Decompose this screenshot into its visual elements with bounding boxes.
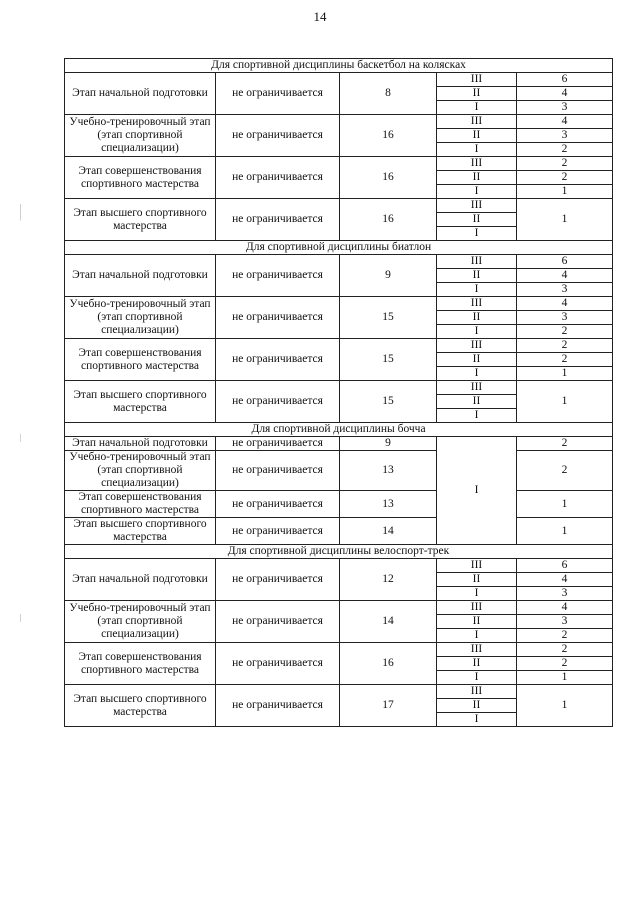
- value-cell: 3: [517, 587, 613, 601]
- value-cell: 6: [517, 73, 613, 87]
- level-cell: III: [437, 157, 517, 171]
- count-cell: 13: [340, 451, 437, 491]
- section-header-row: [65, 545, 613, 559]
- page-number: 14: [313, 9, 327, 24]
- value-cell: 6: [517, 559, 613, 573]
- value-cell: 3: [517, 615, 613, 629]
- level-cell: III: [437, 339, 517, 353]
- table-row: [65, 255, 613, 269]
- value-cell: 3: [517, 311, 613, 325]
- table-row: [65, 518, 613, 545]
- count-cell: 16: [340, 643, 437, 685]
- level-cell: I: [437, 227, 517, 241]
- table-row: [65, 643, 613, 657]
- stage-cell: Этап начальной подготовки: [65, 255, 216, 297]
- value-cell: 2: [517, 339, 613, 353]
- table-row: [65, 297, 613, 311]
- stage-cell: Этап высшего спортивного мастерства: [65, 685, 216, 727]
- count-cell: 9: [340, 437, 437, 451]
- value-cell: 1: [517, 185, 613, 199]
- level-cell: III: [437, 559, 517, 573]
- level-cell: II: [437, 171, 517, 185]
- table-row: [65, 73, 613, 87]
- stage-cell: Учебно-тренировочный этап (этап спортивной специализации): [65, 297, 216, 339]
- scan-artifact-line: [20, 40, 21, 860]
- table-row: [65, 491, 613, 518]
- value-cell: 2: [517, 325, 613, 339]
- level-cell: I: [437, 713, 517, 727]
- count-cell: 16: [340, 157, 437, 199]
- stage-cell: Этап совершенствования спортивного мастерства: [65, 643, 216, 685]
- table-row: [65, 559, 613, 573]
- value-cell: 1: [517, 367, 613, 381]
- table-row: [65, 437, 613, 451]
- count-cell: 13: [340, 491, 437, 518]
- level-cell: III: [437, 115, 517, 129]
- age-limit-cell: не ограничивается: [216, 339, 340, 381]
- value-cell: 2: [517, 451, 613, 491]
- count-cell: 14: [340, 601, 437, 643]
- value-cell: 4: [517, 115, 613, 129]
- stage-cell: Этап высшего спортивного мастерства: [65, 518, 216, 545]
- level-cell: I: [437, 185, 517, 199]
- value-cell: 2: [517, 353, 613, 367]
- value-cell: 1: [517, 518, 613, 545]
- level-cell: II: [437, 657, 517, 671]
- level-cell: III: [437, 643, 517, 657]
- level-cell: I: [437, 671, 517, 685]
- level-cell: I: [437, 283, 517, 297]
- value-cell: 1: [517, 491, 613, 518]
- level-cell: II: [437, 269, 517, 283]
- stage-cell: Этап высшего спортивного мастерства: [65, 199, 216, 241]
- age-limit-cell: не ограничивается: [216, 255, 340, 297]
- sports-stages-table: [64, 58, 613, 727]
- value-cell: 2: [517, 171, 613, 185]
- level-cell: II: [437, 615, 517, 629]
- age-limit-cell: не ограничивается: [216, 115, 340, 157]
- stage-cell: Этап начальной подготовки: [65, 437, 216, 451]
- stage-cell: Этап начальной подготовки: [65, 559, 216, 601]
- section-header-row: [65, 241, 613, 255]
- value-cell: 6: [517, 255, 613, 269]
- value-cell: 4: [517, 573, 613, 587]
- stage-cell: Этап совершенствования спортивного мастерства: [65, 491, 216, 518]
- value-cell: 3: [517, 283, 613, 297]
- count-cell: 17: [340, 685, 437, 727]
- level-cell: I: [437, 101, 517, 115]
- age-limit-cell: не ограничивается: [216, 685, 340, 727]
- stage-cell: Учебно-тренировочный этап (этап спортивной специализации): [65, 451, 216, 491]
- count-cell: 8: [340, 73, 437, 115]
- value-cell: 2: [517, 657, 613, 671]
- count-cell: 15: [340, 297, 437, 339]
- count-cell: 16: [340, 199, 437, 241]
- level-cell: III: [437, 297, 517, 311]
- value-cell: 3: [517, 129, 613, 143]
- level-cell: III: [437, 73, 517, 87]
- value-cell: 2: [517, 643, 613, 657]
- age-limit-cell: не ограничивается: [216, 437, 340, 451]
- level-cell: I: [437, 629, 517, 643]
- level-cell: II: [437, 395, 517, 409]
- stage-cell: Учебно-тренировочный этап (этап спортивной специализации): [65, 601, 216, 643]
- age-limit-cell: не ограничивается: [216, 297, 340, 339]
- level-cell: I: [437, 437, 517, 545]
- section-title: Для спортивной дисциплины биатлон: [65, 241, 613, 255]
- stage-cell: Этап начальной подготовки: [65, 73, 216, 115]
- level-cell: II: [437, 311, 517, 325]
- level-cell: III: [437, 685, 517, 699]
- table-row: [65, 601, 613, 615]
- level-cell: III: [437, 199, 517, 213]
- value-cell: 3: [517, 101, 613, 115]
- table-row: [65, 339, 613, 353]
- level-cell: I: [437, 325, 517, 339]
- value-cell: 2: [517, 437, 613, 451]
- count-cell: 9: [340, 255, 437, 297]
- section-title: Для спортивной дисциплины баскетбол на колясках: [65, 59, 613, 73]
- count-cell: 14: [340, 518, 437, 545]
- age-limit-cell: не ограничивается: [216, 491, 340, 518]
- table-row: [65, 451, 613, 491]
- stage-cell: Учебно-тренировочный этап (этап спортивной специализации): [65, 115, 216, 157]
- age-limit-cell: не ограничивается: [216, 381, 340, 423]
- table-row: [65, 115, 613, 129]
- table-row: [65, 381, 613, 395]
- age-limit-cell: не ограничивается: [216, 199, 340, 241]
- section-header-row: [65, 59, 613, 73]
- value-cell: 4: [517, 87, 613, 101]
- age-limit-cell: не ограничивается: [216, 601, 340, 643]
- section-title: Для спортивной дисциплины бочча: [65, 423, 613, 437]
- stage-cell: Этап высшего спортивного мастерства: [65, 381, 216, 423]
- value-cell: 2: [517, 157, 613, 171]
- level-cell: III: [437, 601, 517, 615]
- count-cell: 16: [340, 115, 437, 157]
- age-limit-cell: не ограничивается: [216, 451, 340, 491]
- age-limit-cell: не ограничивается: [216, 157, 340, 199]
- age-limit-cell: не ограничивается: [216, 643, 340, 685]
- value-cell: 1: [517, 671, 613, 685]
- value-cell: 4: [517, 297, 613, 311]
- age-limit-cell: не ограничивается: [216, 559, 340, 601]
- table-row: [65, 685, 613, 699]
- level-cell: I: [437, 367, 517, 381]
- count-cell: 12: [340, 559, 437, 601]
- stage-cell: Этап совершенствования спортивного мастерства: [65, 339, 216, 381]
- level-cell: II: [437, 129, 517, 143]
- level-cell: III: [437, 381, 517, 395]
- level-cell: II: [437, 213, 517, 227]
- stage-cell: Этап совершенствования спортивного мастерства: [65, 157, 216, 199]
- count-cell: 15: [340, 339, 437, 381]
- value-cell: 4: [517, 601, 613, 615]
- level-cell: II: [437, 573, 517, 587]
- value-cell: 1: [517, 199, 613, 241]
- value-cell: 1: [517, 685, 613, 727]
- section-title: Для спортивной дисциплины велоспорт-трек: [65, 545, 613, 559]
- level-cell: II: [437, 353, 517, 367]
- level-cell: I: [437, 143, 517, 157]
- level-cell: II: [437, 87, 517, 101]
- table-row: [65, 157, 613, 171]
- level-cell: I: [437, 409, 517, 423]
- value-cell: 1: [517, 381, 613, 423]
- age-limit-cell: не ограничивается: [216, 73, 340, 115]
- section-header-row: [65, 423, 613, 437]
- table-row: [65, 199, 613, 213]
- age-limit-cell: не ограничивается: [216, 518, 340, 545]
- value-cell: 2: [517, 143, 613, 157]
- level-cell: II: [437, 699, 517, 713]
- count-cell: 15: [340, 381, 437, 423]
- level-cell: I: [437, 587, 517, 601]
- level-cell: III: [437, 255, 517, 269]
- value-cell: 2: [517, 629, 613, 643]
- value-cell: 4: [517, 269, 613, 283]
